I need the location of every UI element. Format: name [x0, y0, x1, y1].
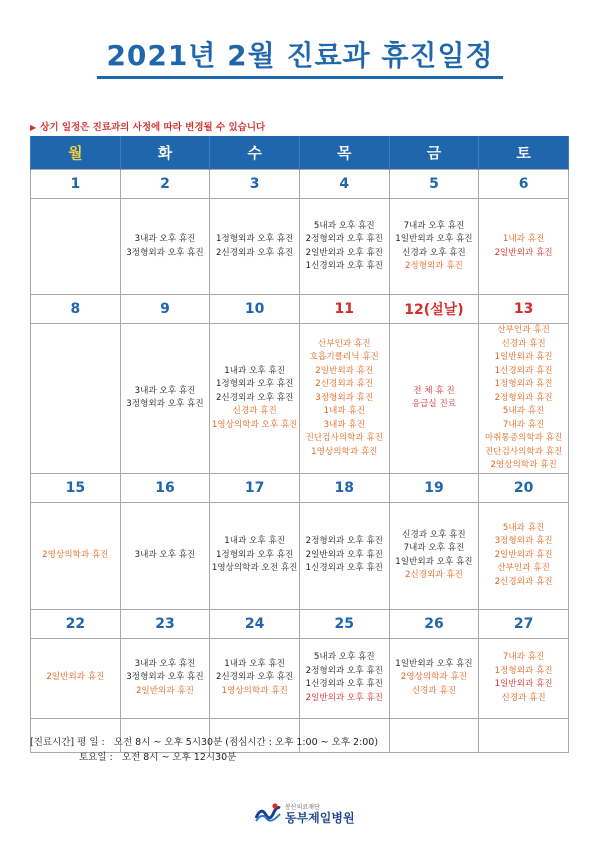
date-cell: 22 — [31, 609, 121, 638]
weekday-hours-text: 오전 8시 ~ 오후 5시30분 (점심시간 : 오후 1:00 ~ 오후 2:00) — [113, 737, 379, 748]
date-cell: 26 — [389, 609, 479, 638]
closure-entry: 2정형외과 휴진 — [494, 392, 553, 403]
closure-entry: 2정형외과 오후 휴진 — [305, 234, 383, 244]
page-title: 2021년 2월 진료과 휴진일정 — [106, 39, 494, 72]
weekday-header: 토 — [479, 136, 569, 170]
closure-entry: 3내과 오후 휴진 — [134, 658, 196, 669]
closure-entry: 1신경외과 오후 휴진 — [305, 261, 383, 271]
date-cell: 16 — [120, 473, 210, 502]
closure-entry: 7내과 휴진 — [502, 652, 545, 662]
date-row — [31, 170, 569, 199]
closure-entry: 2영상의학과 휴진 — [42, 549, 109, 560]
closure-entry: 5내과 휴진 — [502, 522, 545, 533]
schedule-cell — [299, 199, 389, 295]
date-cell: 1 — [31, 170, 121, 199]
closure-entry: 2신경외과 오후 휴진 — [215, 392, 294, 403]
date-cell: 6 — [479, 170, 569, 199]
closure-entry: 3정형외과 휴진 — [315, 392, 374, 403]
weekday-header: 목 — [299, 136, 389, 170]
weekday-hours-label: [진료시간] 평 일 : — [30, 737, 105, 748]
date-cell: 11 — [299, 295, 389, 324]
schedule-cell — [120, 324, 210, 474]
closure-entry: 2일반외과 오후 휴진 — [305, 247, 383, 258]
schedule-cell — [479, 502, 569, 609]
closure-entry: 1정형외과 오후 휴진 — [215, 379, 294, 389]
schedule-row — [31, 324, 569, 474]
closure-entry: 신경과 휴진 — [501, 338, 546, 349]
weekday-header-row — [31, 136, 569, 170]
closure-entry: 2일반외과 오후 휴진 — [305, 549, 383, 560]
date-cell: 25 — [299, 609, 389, 638]
closure-entry: 3내과 오후 휴진 — [134, 385, 196, 396]
closure-entry: 2신경외과 휴진 — [315, 379, 374, 389]
date-cell: 19 — [389, 473, 479, 502]
schedule-cell — [479, 324, 569, 474]
closure-entry: 마취통증의학과 휴진 — [484, 433, 563, 443]
closure-entry: 2일반외과 오후 휴진 — [305, 692, 383, 703]
empty-cell — [389, 718, 479, 752]
closure-entry: 2신경외과 오후 휴진 — [215, 672, 294, 683]
weekday-header: 수 — [210, 136, 300, 170]
schedule-cell — [389, 638, 479, 718]
closure-entry: 1정형외과 휴진 — [494, 665, 553, 676]
closure-entry: 1일반외과 오후 휴진 — [395, 234, 473, 244]
closure-entry: 3정형외과 오후 휴진 — [126, 247, 204, 258]
date-row — [31, 473, 569, 502]
hospital-logo — [255, 800, 355, 826]
date-cell: 10 — [210, 295, 300, 324]
closure-entry: 산부인과 휴진 — [497, 563, 550, 574]
closure-entry: 1영상의학과 휴진 — [311, 446, 378, 457]
schedule-row — [31, 638, 569, 718]
saturday-hours-label: 토요일 : — [79, 752, 113, 763]
closure-entry: 신경과 휴진 — [411, 685, 457, 696]
date-cell: 3 — [210, 170, 300, 199]
closure-entry: 1정형외과 휴진 — [494, 379, 553, 389]
closure-entry: 신경과 휴진 — [501, 692, 546, 703]
closure-entry: 2정형외과 휴진 — [404, 261, 463, 271]
empty-cell — [479, 718, 569, 752]
closure-entry: 7내과 오후 휴진 — [403, 543, 465, 553]
closure-entry: 1정형외과 오후 휴진 — [215, 234, 294, 244]
weekday-hours-line — [30, 735, 378, 750]
schedule-cell — [31, 638, 121, 718]
closure-entry: 2신경외과 휴진 — [494, 576, 553, 587]
date-cell: 9 — [120, 295, 210, 324]
closure-entry: 1신경외과 오후 휴진 — [305, 679, 383, 689]
closure-entry: 진단검사의학과 휴진 — [484, 446, 563, 457]
logo-name: 동부제일병원 — [285, 811, 355, 825]
closure-entry: 2일반외과 휴진 — [135, 685, 194, 696]
date-cell: 24 — [210, 609, 300, 638]
closure-entry: 신경과 오후 휴진 — [402, 247, 466, 258]
closure-entry: 2일반외과 휴진 — [494, 247, 553, 258]
date-cell: 15 — [31, 473, 121, 502]
weekday-header: 화 — [120, 136, 210, 170]
weekday-header: 금 — [389, 136, 479, 170]
title-underline — [97, 76, 503, 79]
schedule-cell — [389, 199, 479, 295]
schedule-row — [31, 502, 569, 609]
schedule-cell — [210, 638, 300, 718]
closure-entry: 전 체 휴 진 — [413, 385, 455, 396]
closure-entry: 5내과 휴진 — [502, 406, 545, 416]
saturday-hours-text: 오전 8시 ~ 오후 12시30분 — [121, 752, 237, 763]
logo-text — [285, 802, 355, 824]
closure-entry: 2정형외과 오후 휴진 — [305, 665, 383, 676]
schedule-cell — [31, 502, 121, 609]
closure-entry: 1내과 오후 휴진 — [224, 536, 286, 547]
closure-entry: 신경과 오후 휴진 — [402, 529, 466, 540]
closure-entry: 1일반외과 오후 휴진 — [395, 658, 473, 669]
closure-entry: 1일반외과 휴진 — [494, 352, 553, 362]
schedule-cell — [210, 324, 300, 474]
closure-entry: 2정형외과 오후 휴진 — [305, 536, 383, 547]
schedule-cell — [389, 324, 479, 474]
closure-entry: 1정형외과 오후 휴진 — [215, 549, 294, 560]
closure-entry: 5내과 오후 휴진 — [313, 220, 375, 231]
closure-entry: 3정형외과 오후 휴진 — [126, 672, 204, 683]
closure-entry: 1일반외과 휴진 — [494, 679, 553, 689]
closure-entry: 3내과 오후 휴진 — [134, 549, 196, 560]
clinic-hours — [30, 735, 378, 765]
closure-entry: 2신경외과 오후 휴진 — [215, 247, 294, 258]
schedule-cell — [31, 199, 121, 295]
closure-entry: 산부인과 휴진 — [318, 338, 371, 349]
schedule-cell — [120, 199, 210, 295]
schedule-cell — [299, 502, 389, 609]
schedule-cell — [31, 324, 121, 474]
date-cell: 5 — [389, 170, 479, 199]
closure-entry: 1내과 휴진 — [502, 234, 545, 244]
triangle-right-icon: ▶ — [30, 123, 37, 132]
date-cell: 23 — [120, 609, 210, 638]
closure-entry: 응급실 진료 — [411, 399, 457, 410]
schedule-cell — [120, 502, 210, 609]
closure-entry: 신경과 휴진 — [232, 406, 277, 416]
closure-entry: 2일반외과 휴진 — [315, 365, 374, 376]
closure-entry: 3정형외과 휴진 — [494, 536, 553, 547]
date-cell: 12(설날) — [389, 295, 479, 324]
schedule-row — [31, 199, 569, 295]
closure-entry: 1신경외과 오후 휴진 — [305, 563, 383, 574]
date-cell: 2 — [120, 170, 210, 199]
schedule-calendar — [30, 136, 569, 753]
closure-entry: 3내과 오후 휴진 — [134, 234, 196, 244]
closure-entry: 7내과 오후 휴진 — [403, 220, 465, 231]
saturday-hours-line — [30, 750, 378, 765]
logo-subtitle: 봉산의료재단 — [285, 804, 320, 811]
date-row — [31, 295, 569, 324]
closure-entry: 2신경외과 휴진 — [404, 570, 463, 580]
weekday-header: 월 — [31, 136, 121, 170]
closure-entry: 7내과 휴진 — [502, 419, 545, 430]
date-cell: 18 — [299, 473, 389, 502]
notice-line — [30, 119, 265, 133]
closure-entry: 2일반외과 휴진 — [494, 549, 553, 560]
date-cell: 4 — [299, 170, 389, 199]
closure-entry: 2영상의학과 휴진 — [400, 672, 468, 683]
date-cell: 20 — [479, 473, 569, 502]
closure-entry: 1영상의학과 오전 휴진 — [211, 563, 298, 574]
closure-entry: 2영상의학과 휴진 — [490, 460, 557, 470]
closure-entry: 1영상의학과 오후 휴진 — [211, 419, 298, 430]
closure-entry: 1영상의학과 휴진 — [221, 685, 288, 696]
date-cell: 8 — [31, 295, 121, 324]
closure-entry: 호흡기클리닉 휴진 — [309, 352, 379, 362]
closure-entry: 1일반외과 오후 휴진 — [395, 556, 473, 567]
schedule-cell — [210, 502, 300, 609]
schedule-cell — [299, 324, 389, 474]
date-row — [31, 609, 569, 638]
date-cell: 17 — [210, 473, 300, 502]
closure-entry: 5내과 오후 휴진 — [313, 652, 375, 662]
closure-entry: 1신경외과 휴진 — [494, 365, 553, 376]
date-cell: 27 — [479, 609, 569, 638]
schedule-cell — [479, 199, 569, 295]
closure-entry: 1내과 휴진 — [323, 406, 365, 416]
closure-entry: 1내과 오후 휴진 — [224, 658, 286, 669]
closure-entry: 산부인과 휴진 — [497, 325, 550, 335]
closure-entry: 진단검사의학과 휴진 — [305, 433, 384, 443]
closure-entry: 3정형외과 오후 휴진 — [126, 399, 204, 410]
closure-entry: 3내과 휴진 — [323, 419, 365, 430]
schedule-cell — [120, 638, 210, 718]
schedule-cell — [479, 638, 569, 718]
closure-entry: 2일반외과 휴진 — [46, 672, 105, 683]
closure-entry: 1내과 오후 휴진 — [224, 365, 286, 376]
schedule-cell — [389, 502, 479, 609]
schedule-cell — [210, 199, 300, 295]
date-cell: 13 — [479, 295, 569, 324]
schedule-cell — [299, 638, 389, 718]
notice-text: 상기 일정은 진료과의 사정에 따라 변경될 수 있습니다 — [40, 122, 266, 133]
hospital-emblem-icon — [255, 802, 281, 824]
